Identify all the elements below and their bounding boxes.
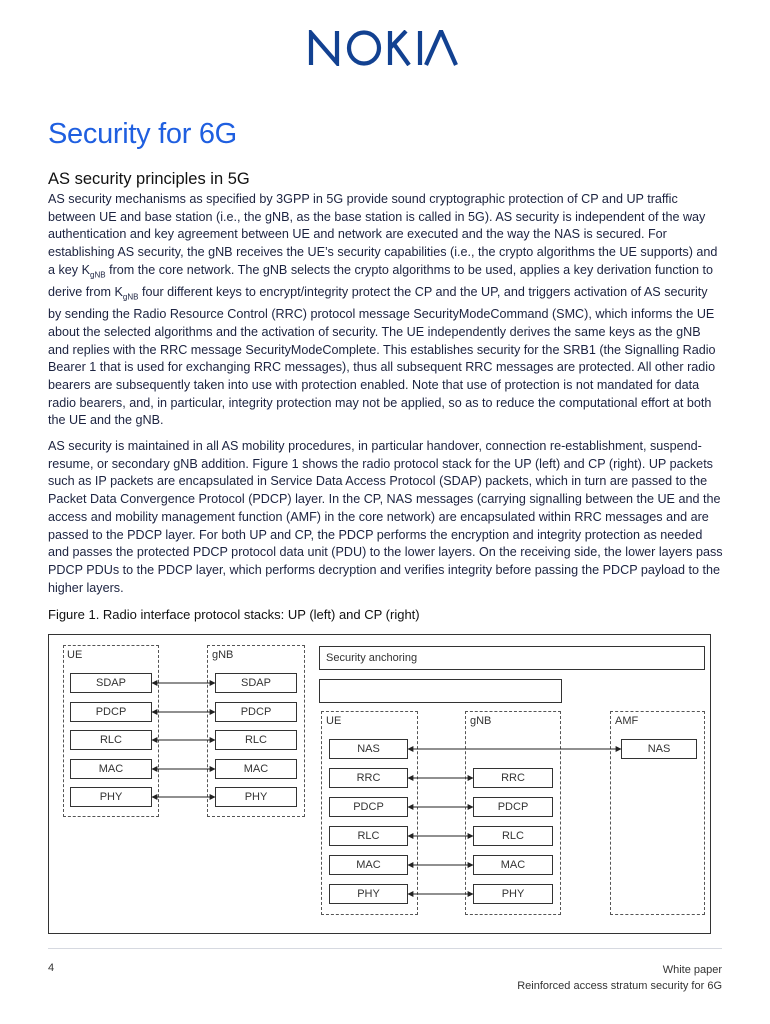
- footer-doc-info: [517, 962, 722, 994]
- key-subscript: gNB: [90, 270, 106, 280]
- cp-ue-mac-box: MAC: [329, 855, 408, 875]
- up-gnb-sdap-box: SDAP: [215, 673, 297, 693]
- cp-ue-phy-box: PHY: [329, 884, 408, 904]
- cp-gnb-rlc-box: RLC: [473, 826, 553, 846]
- figure-caption: Figure 1. Radio interface protocol stacks: UP (left) and CP (right): [48, 607, 420, 622]
- cp-gnb-label: gNB: [470, 715, 492, 727]
- key-subscript: gNB: [122, 292, 139, 302]
- nokia-logo: [308, 30, 460, 66]
- section-heading: AS security principles in 5G: [48, 170, 250, 188]
- up-ue-phy-box: PHY: [70, 787, 152, 807]
- protocol-stack-figure: [48, 634, 711, 934]
- cp-gnb-rrc-box: RRC: [473, 768, 553, 788]
- cp-gnb-pdcp-box: PDCP: [473, 797, 553, 817]
- up-ue-pdcp-box: PDCP: [70, 702, 152, 722]
- cp-ue-rrc-box: RRC: [329, 768, 408, 788]
- footer-doc-title: Reinforced access stratum security for 6G: [517, 980, 722, 992]
- paragraph-1: AS security mechanisms as specified by 3GPP in 5G provide sound cryptographic protection of CP and UP traffic between UE and base station (i.e., the gNB, as the base station is called in 5G). AS security is independent of the way authentication and key agreement between UE and network are executed and the way the NAS is secured. For establishing AS security, the gNB receives the UE’s security capabilities (i.e., the crypto algorithms the UE supports) and a key $K_{gNB}$ from the core network. The gNB selects the crypto algorithms to be used, applies a key derivation function to derive from $K_{gNB}$ four different keys to encrypt/integrity protect the CP and the UP, and triggers activation of AS security by sending the Radio Resource Control (RRC) protocol message SecurityModeCommand (SMC), which informs the UE about the selected algorithms and the activation of security. The UE independently derives the same keys as the gNB and replies with the RRC message SecurityModeComplete. This establishes security for the SRB1 (the Signalling Radio Bearer 1 that is used for exchanging RRC messages), thus all subsequent RRC messages are protected. All other radio bearers are subsequently taken into use with protection enabled. Note that use of protection is not mandated for data radio bearers, and, in particular, integrity protection may not be applied, so as to reduce the computational effort at both the UE and the gNB.: [48, 192, 718, 428]
- cp-gnb-phy-box: PHY: [473, 884, 553, 904]
- footer-doc-type: White paper: [662, 964, 722, 976]
- up-gnb-phy-box: PHY: [215, 787, 297, 807]
- up-gnb-label: gNB: [212, 649, 234, 661]
- page-title: Security for 6G: [48, 118, 237, 150]
- protocol-arrows: [49, 635, 712, 935]
- cp-ue-rlc-box: RLC: [329, 826, 408, 846]
- up-ue-sdap-box: SDAP: [70, 673, 152, 693]
- cp-ue-label: UE: [326, 715, 342, 727]
- up-gnb-rlc-box: RLC: [215, 730, 297, 750]
- up-ue-label: UE: [67, 649, 83, 661]
- cp-ue-pdcp-box: PDCP: [329, 797, 408, 817]
- footer-divider: [48, 948, 722, 949]
- up-ue-rlc-box: RLC: [70, 730, 152, 750]
- up-ue-mac-box: MAC: [70, 759, 152, 779]
- cp-amf-label: AMF: [615, 715, 639, 727]
- paragraph-2: AS security is maintained in all AS mobility procedures, in particular handover, connection re-establishment, suspend-resume, or secondary gNB addition. Figure 1 shows the radio protocol stack for the UP (left) and CP (right). UP packets such as IP packets are encapsulated in Service Data Access Protocol (SDAP) packets, which in turn are passed to the Packet Data Convergence Protocol (PDCP) layer. In the CP, NAS messages (carrying signalling between the UE and the access and mobility management function (AMF) in the core network) are encapsulated within RRC messages and are passed to the PDCP layer. For both UP and CP, the PDCP performs the encryption and integrity protection as needed and passes the protected PDCP protocol data unit (PDU) to the lower layers. On the receiving side, the lower layers pass PDCP PDUs to the PDCP layer, which performs decryption and verifies integrity before passing the PDCP payload to the higher layers.: [48, 439, 723, 595]
- cp-gnb-mac-box: MAC: [473, 855, 553, 875]
- page-number: 4: [48, 962, 55, 974]
- up-gnb-pdcp-box: PDCP: [215, 702, 297, 722]
- cp-amf-nas-box: NAS: [621, 739, 697, 759]
- cp-ue-nas-box: NAS: [329, 739, 408, 759]
- security-anchoring-box: Security anchoring: [319, 646, 705, 670]
- up-gnb-mac-box: MAC: [215, 759, 297, 779]
